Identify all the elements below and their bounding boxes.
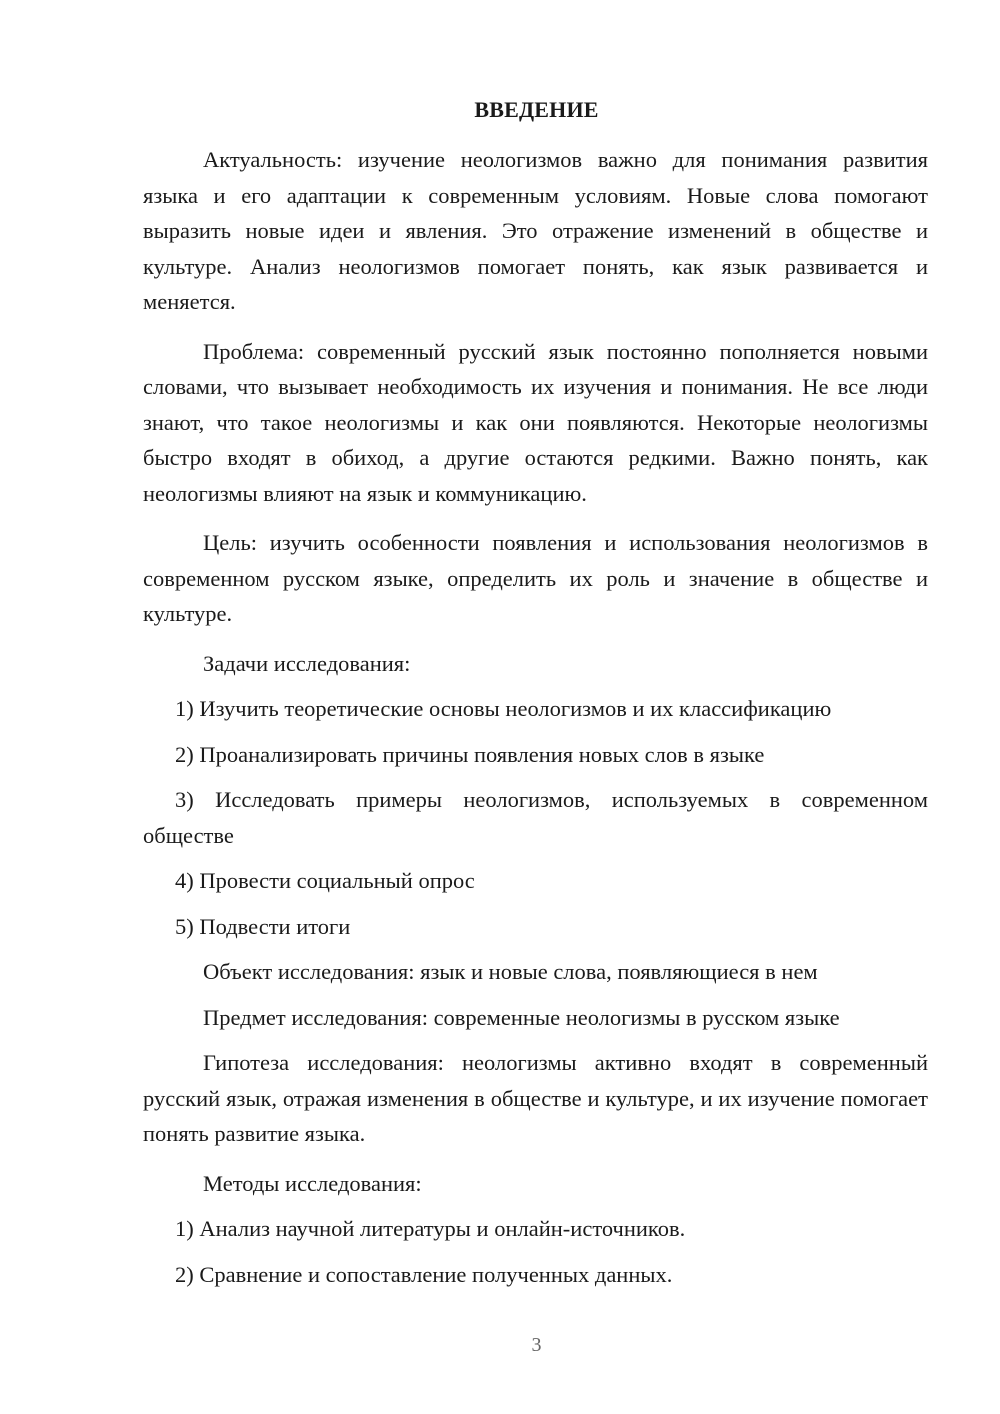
document-body [143,142,928,1302]
goal-paragraph: Цель: изучить особенности появления и использования неологизмов в современном русском языке, определить их роль и значение в обществе и культуре. [143,530,928,626]
methods-heading: Методы исследования: [203,1170,422,1196]
section-title: ВВЕДЕНИЕ [474,97,599,122]
method-item-1: 1) Анализ научной литературы и онлайн-источников. [175,1216,686,1241]
task-item-1: 1) Изучить теоретические основы неологизмов и их классификацию [175,696,832,721]
subject-paragraph: Предмет исследования: современные неологизмы в русском языке [203,1004,840,1030]
page-number: 3 [531,1334,542,1356]
task-item-5: 5) Подвести итоги [175,913,351,939]
problem-paragraph: Проблема: современный русский язык постоянно пополняется новыми словами, что вызывает необходимость их изучения и понимания. Не все люди знают, что такое неологизмы и как они появляются. Некоторые неологизмы быстро входят в обиход, а другие остаются редкими. Важно понять, как неологизмы влияют на язык и коммуникацию. [143,338,928,506]
method-item-2: 2) Сравнение и сопоставление полученных данных. [175,1261,673,1287]
task-item-2: 2) Проанализировать причины появления новых слов в языке [175,741,765,767]
relevance-paragraph: Актуальность: изучение неологизмов важно для понимания развития языка и его адаптации к современным условиям. Новые слова помогают выразить новые идеи и явления. Это отражение изменений в обществе и культуре. Анализ неологизмов помогает понять, как язык развивается и меняется. [143,147,928,314]
task-item-4: 4) Провести социальный опрос [175,868,475,893]
tasks-heading: Задачи исследования: [203,650,411,676]
hypothesis-paragraph: Гипотеза исследования: неологизмы активно входят в современный русский язык, отражая изменения в обществе и культуре, и их изучение помогает понять развитие языка. [143,1050,928,1146]
task-item-3: 3) Исследовать примеры неологизмов, используемых в современном обществе [143,787,928,848]
object-paragraph: Объект исследования: язык и новые слова, появляющиеся в нем [203,959,818,984]
